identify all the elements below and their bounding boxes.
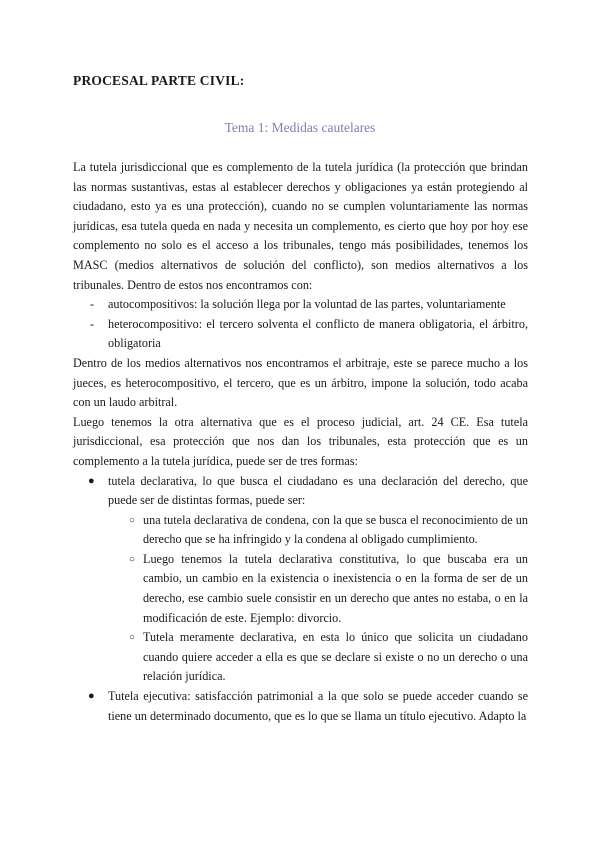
list-item-text: heterocompositivo: el tercero solventa el conflicto de manera obligatoria, el árbitro, obligatoria — [108, 316, 528, 351]
list-item — [73, 295, 528, 315]
list-item — [73, 687, 528, 726]
dash-marker: - — [90, 316, 95, 331]
list-item-text: autocompositivos: la solución llega por la voluntad de las partes, voluntariamente — [108, 297, 506, 312]
list-item — [73, 315, 528, 354]
list-item — [73, 472, 528, 688]
paragraph-tutela-jurisdiccional: La tutela jurisdiccional que es complemento de la tutela jurídica (la protección que brindan las normas sustantivas, estas al establecer derechos y obligaciones ya están protegiendo al ciudadano, esto ya es una protección), cuando no se cumplen voluntariamente las normas jurídicas, esa tutela queda en nada y necesita un complemento, es cierto que hoy por hoy ese complemento no solo es el acceso a los tribunales, tengo más posibilidades, tenemos los MASC (medios alternativos de solución del conflicto), son medios alternativos a los tribunales. Dentro de estos nos encontramos con: — [73, 160, 528, 292]
declarativa-subtype-list — [108, 511, 528, 687]
list-item-text: Luego tenemos la tutela declarativa constitutiva, lo que buscaba era un cambio, un cambio en la existencia o inexistencia o en la forma de ser de un derecho, ese cambio suele consistir en un derecho que antes no estaba, o en la modificación de este. Ejemplo: divorcio. — [143, 551, 528, 625]
list-item-text: Tutela ejecutiva: satisfacción patrimonial a la que solo se puede acceder cuando se tiene un determinado documento, que es lo que se llama un título ejecutivo. Adapto la — [108, 689, 528, 723]
document-body — [73, 158, 528, 726]
list-item-text: una tutela declarativa de condena, con la que se busca el reconocimiento de un derecho que se ha infringido y la condena al obligado cumplimiento. — [143, 512, 528, 547]
circle-marker: ○ — [129, 514, 136, 526]
list-item — [108, 628, 528, 687]
list-item — [108, 511, 528, 550]
list-item — [108, 550, 528, 628]
list-item-text: tutela declarativa, lo que busca el ciudadano es una declaración del derecho, que puede ser de distintas formas, puede ser: — [108, 473, 528, 508]
dash-marker: - — [90, 297, 95, 312]
bullet-marker: ● — [88, 474, 95, 487]
paragraph-arbitraje: Dentro de los medios alternativos nos encontramos el arbitraje, este se parece mucho a los jueces, es heterocompositivo, el tercero, que es un árbitro, impone la solución, todo acaba con un laudo arbitral. — [73, 355, 528, 410]
masc-type-list — [73, 295, 528, 354]
paragraph-proceso-judicial: Luego tenemos la otra alternativa que es el proceso judicial, art. 24 CE. Esa tutela jurisdiccional, esa protección que nos dan los tribunales, esta protección que es un complemento a la tutela jurídica, puede ser de tres formas: — [73, 414, 528, 468]
list-item-text: Tutela meramente declarativa, en esta lo único que solicita un ciudadano cuando quiere acceder a ella es que se declare si existe o no un derecho o una relación jurídica. — [143, 630, 528, 684]
topic-subtitle: Tema 1: Medidas cautelares — [224, 120, 376, 135]
circle-marker: ○ — [129, 632, 136, 644]
tutela-forms-list — [73, 472, 528, 727]
bullet-marker: ● — [88, 690, 95, 703]
document-heading: PROCESAL PARTE CIVIL: — [73, 73, 245, 88]
circle-marker: ○ — [129, 553, 136, 565]
